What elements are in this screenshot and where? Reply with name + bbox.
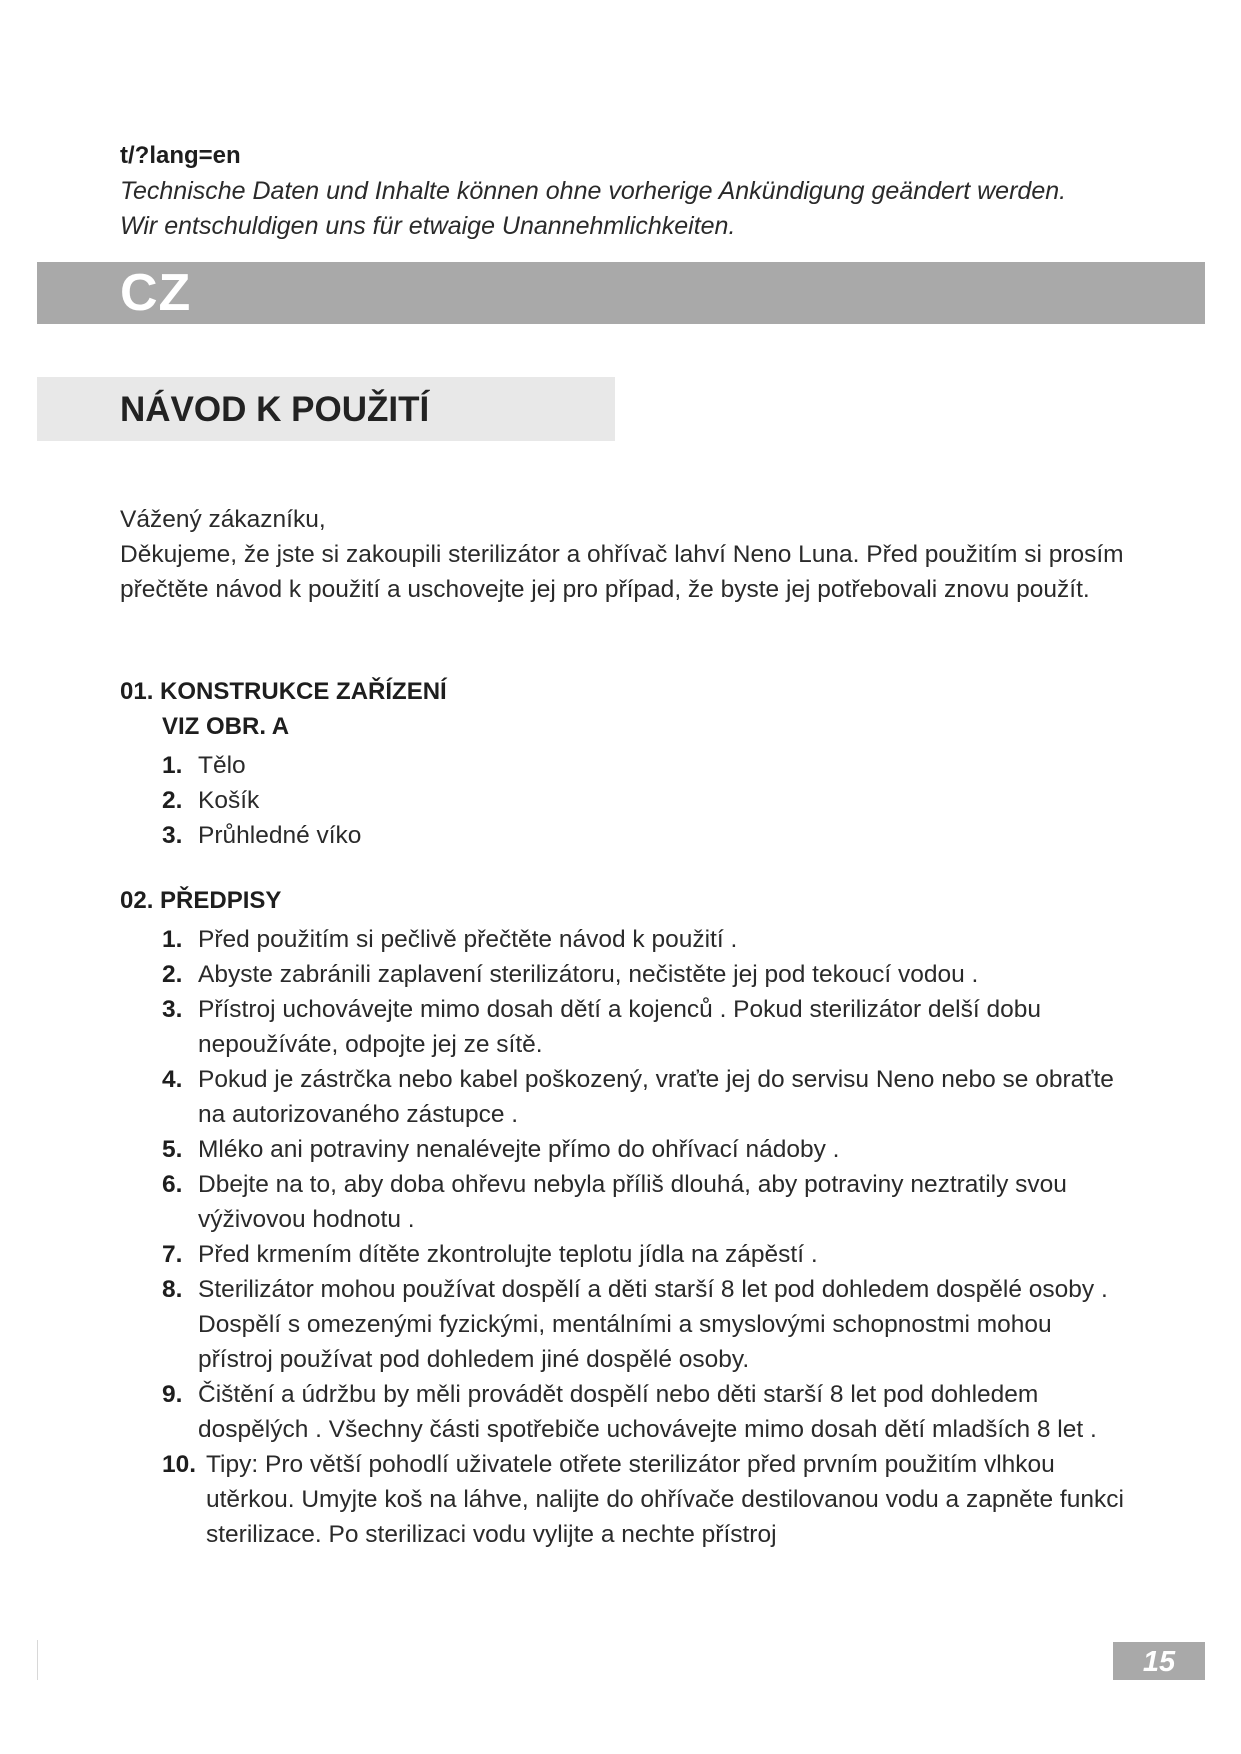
- list-item-number: 2.: [162, 787, 183, 814]
- list-item: [162, 783, 1102, 818]
- list-item: [162, 748, 1102, 783]
- list-item-number: 7.: [162, 1241, 183, 1268]
- list-item: [162, 1237, 1132, 1272]
- intro-block: [120, 502, 1130, 607]
- disclaimer-text: Technische Daten und Inhalte können ohne vorherige Ankündigung geändert werden. Wir entschuldigen uns für etwaige Unannehmlichkeiten.: [120, 177, 1067, 240]
- list-item: [162, 1167, 1132, 1237]
- intro-greeting: Vážený zákazníku,: [120, 506, 326, 533]
- list-item-text: Mléko ani potraviny nenalévejte přímo do ohřívací nádoby .: [198, 1136, 840, 1163]
- list-item: [162, 1132, 1132, 1167]
- list-item-number: 1.: [162, 926, 183, 953]
- list-item-number: 2.: [162, 961, 183, 988]
- language-banner: [37, 262, 1205, 324]
- list-item-number: 5.: [162, 1136, 183, 1163]
- margin-rule: [37, 1640, 38, 1680]
- page-number: 15: [1142, 1646, 1176, 1678]
- list-item-number: 9.: [162, 1381, 183, 1408]
- list-item-text: Přístroj uchovávejte mimo dosah dětí a kojenců . Pokud sterilizátor delší dobu nepoužíváte, odpojte jej ze sítě.: [198, 996, 1041, 1058]
- list-item-number: 4.: [162, 1066, 183, 1093]
- list-item-text: Před krmením dítěte zkontrolujte teplotu jídla na zápěstí .: [198, 1241, 818, 1268]
- intro-body: Děkujeme, že jste si zakoupili sterilizátor a ohřívač lahví Neno Luna. Před použitím si prosím přečtěte návod k použití a uschovejte jej pro případ, že byste jej potřebovali znovu použít.: [120, 541, 1124, 603]
- list-item: [162, 1272, 1132, 1377]
- list-item-number: 3.: [162, 822, 183, 849]
- list-item-text: Tělo: [198, 752, 246, 779]
- language-label: CZ: [120, 264, 192, 322]
- section-heading-construction: 01. KONSTRUKCE ZAŘÍZENÍ: [120, 678, 447, 705]
- list-item-text: Košík: [198, 787, 260, 814]
- list-item-number: 6.: [162, 1171, 183, 1198]
- list-item: [162, 1447, 1132, 1552]
- list-item-text: Sterilizátor mohou používat dospělí a děti starší 8 let pod dohledem dospělé osoby . Dospělí s omezenými fyzickými, mentálními a smyslovými schopnostmi mohou přístroj používat pod dohledem jiné dospělé osoby.: [198, 1276, 1108, 1373]
- list-item-number: 8.: [162, 1276, 183, 1303]
- list-item-text: Pokud je zástrčka nebo kabel poškozený, vraťte jej do servisu Neno nebo se obraťte na autorizovaného zástupce .: [198, 1066, 1114, 1128]
- regulations-list: [162, 922, 1132, 1552]
- list-item-text: Čištění a údržbu by měli provádět dospělí nebo děti starší 8 let pod dohledem dospělých . Všechny části spotřebiče uchovávejte mimo dosah dětí mladších 8 let .: [198, 1381, 1097, 1443]
- section-subheading-figure-ref: VIZ OBR. A: [162, 713, 290, 740]
- list-item-number: 1.: [162, 752, 183, 779]
- url-fragment: t/?lang=en: [120, 142, 241, 169]
- list-item: [162, 1062, 1132, 1132]
- construction-list: [162, 748, 1102, 853]
- list-item: [162, 992, 1132, 1062]
- list-item: [162, 957, 1132, 992]
- list-item-number: 3.: [162, 996, 183, 1023]
- list-item: [162, 818, 1102, 853]
- list-item-text: Průhledné víko: [198, 822, 362, 849]
- section-heading-regulations: 02. PŘEDPISY: [120, 887, 282, 914]
- list-item-text: Tipy: Pro větší pohodlí uživatele otřete sterilizátor před prvním použitím vlhkou utěrkou. Umyjte koš na láhve, nalijte do ohřívače destilovanou vodu a zapněte funkci sterilizace. Po sterilizaci vodu vylijte a nechte přístroj: [206, 1451, 1124, 1548]
- list-item-text: Dbejte na to, aby doba ohřevu nebyla příliš dlouhá, aby potraviny neztratily svou výživovou hodnotu .: [198, 1171, 1067, 1233]
- list-item-number: 10.: [162, 1451, 197, 1478]
- list-item: [162, 1377, 1132, 1447]
- list-item-text: Abyste zabránili zaplavení sterilizátoru, nečistěte jej pod tekoucí vodou .: [198, 961, 979, 988]
- page-title: NÁVOD K POUŽITÍ: [120, 390, 430, 429]
- list-item-text: Před použitím si pečlivě přečtěte návod k použití .: [198, 926, 738, 953]
- list-item: [162, 922, 1132, 957]
